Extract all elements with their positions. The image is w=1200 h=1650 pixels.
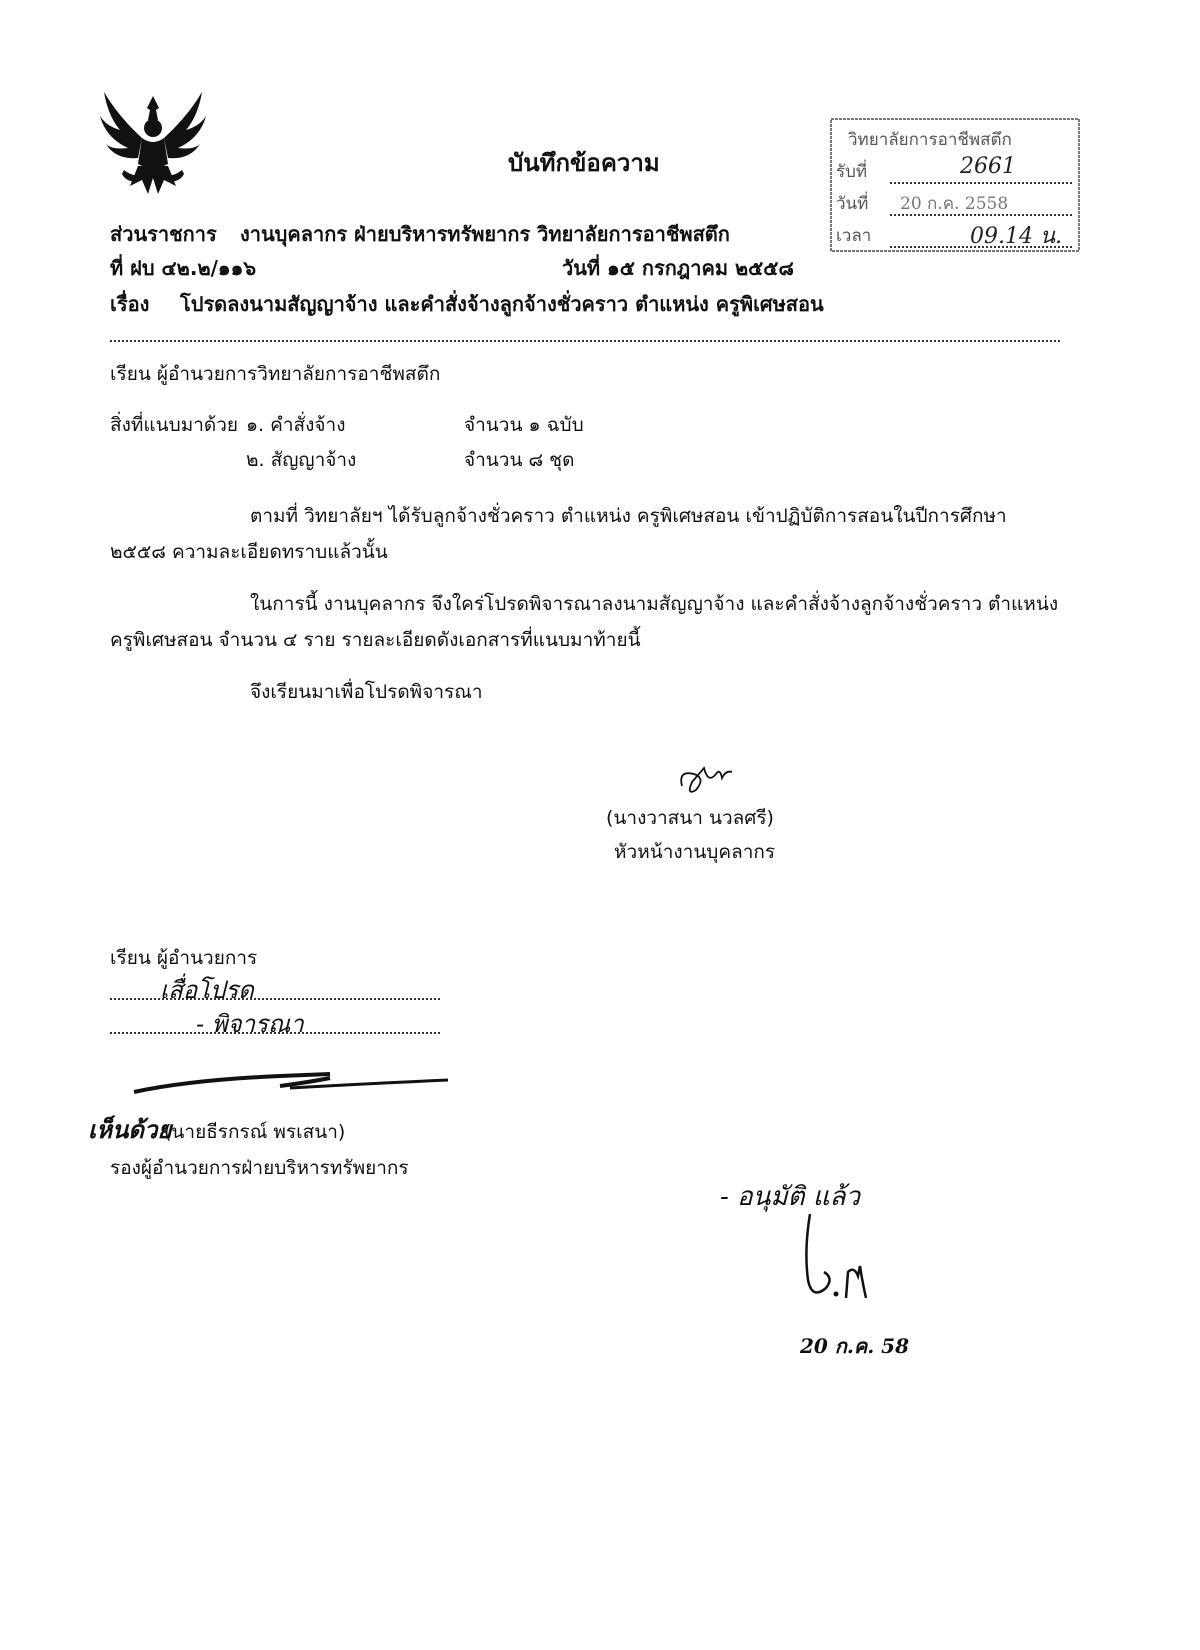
- approver-name: (นายธีรกรณ์ พรเสนา): [164, 1121, 346, 1143]
- signature-2: [130, 1058, 460, 1102]
- salutation: เรียน ผู้อำนวยการวิทยาลัยการอาชีพสตึก: [110, 363, 441, 385]
- attachment-item-2-qty: จำนวน ๘ ชุด: [464, 449, 575, 471]
- paragraph-2-line-1: ในการนี้ งานบุคลากร จึงใคร่โปรดพิจารณาลงนามสัญญาจ้าง และคำสั่งจ้างลูกจ้างชั่วคราว ตำแหน่ง: [250, 593, 1059, 615]
- garuda-emblem: [98, 86, 208, 198]
- signature-1: [676, 760, 746, 804]
- stamp-no-value: 2661: [960, 154, 1016, 179]
- attachment-item-1-qty: จำนวน ๑ ฉบับ: [464, 414, 584, 436]
- paragraph-1-line-1: ตามที่ วิทยาลัยฯ ได้รับลูกจ้างชั่วคราว ตำแหน่ง ครูพิเศษสอน เข้าปฏิบัติการสอนในปีการศึกษา: [250, 505, 1007, 527]
- stamp-date-label: วันที่: [836, 194, 869, 214]
- director-date: 20 ก.ค. 58: [800, 1334, 910, 1358]
- approval-initial: เห็นด้วย: [88, 1115, 172, 1144]
- signer-1-name: (นางวาสนา นวลศรี): [606, 807, 774, 829]
- stamp-no-label: รับที่: [836, 162, 868, 182]
- stamp-date-value: 20 ก.ค. 2558: [900, 194, 1009, 214]
- closing-line: จึงเรียนมาเพื่อโปรดพิจารณา: [250, 681, 483, 703]
- agency-value: งานบุคลากร ฝ่ายบริหารทรัพยากร วิทยาลัยการอาชีพสตึก: [240, 222, 730, 246]
- stamp-time-label: เวลา: [836, 226, 872, 246]
- paragraph-1-line-2: ๒๕๕๘ ความละเอียดทราบแล้วนั้น: [110, 541, 388, 563]
- memo-title: บันทึกข้อความ: [508, 149, 660, 177]
- attachment-item-2: ๒. สัญญาจ้าง: [246, 449, 357, 471]
- attachment-item-1: ๑. คำสั่งจ้าง: [246, 414, 346, 436]
- stamp-time-value: 09.14 น.: [970, 224, 1063, 249]
- header-divider: [110, 340, 1060, 342]
- approver-position: รองผู้อำนวยการฝ่ายบริหารทรัพยากร: [110, 1157, 409, 1179]
- director-note: - อนุมัติ แล้ว: [720, 1182, 861, 1212]
- attachment-label: สิ่งที่แนบมาด้วย: [110, 414, 239, 436]
- approval-note-2: - พิจารณา: [196, 1010, 304, 1038]
- stamp-dotline-1: [890, 182, 1072, 184]
- approval-to: เรียน ผู้อำนวยการ: [110, 947, 258, 969]
- memo-date: วันที่ ๑๕ กรกฎาคม ๒๕๕๘: [562, 256, 794, 280]
- agency-label: ส่วนราชการ: [110, 222, 217, 246]
- receiving-stamp: [830, 118, 1080, 256]
- approval-note-1: เสื่อโปรด: [160, 976, 254, 1004]
- director-signature: [796, 1210, 886, 1314]
- stamp-org: วิทยาลัยการอาชีพสตึก: [848, 130, 1012, 150]
- paragraph-2-line-2: ครูพิเศษสอน จำนวน ๔ ราย รายละเอียดดังเอกสารที่แนบมาท้ายนี้: [110, 629, 641, 651]
- subject-value: โปรดลงนามสัญญาจ้าง และคำสั่งจ้างลูกจ้างชั่วคราว ตำแหน่ง ครูพิเศษสอน: [180, 292, 824, 316]
- subject-label: เรื่อง: [110, 292, 150, 316]
- signer-1-position: หัวหน้างานบุคลากร: [614, 841, 776, 863]
- reference-number: ที่ ฝบ ๔๒.๒/๑๑๖: [110, 256, 257, 280]
